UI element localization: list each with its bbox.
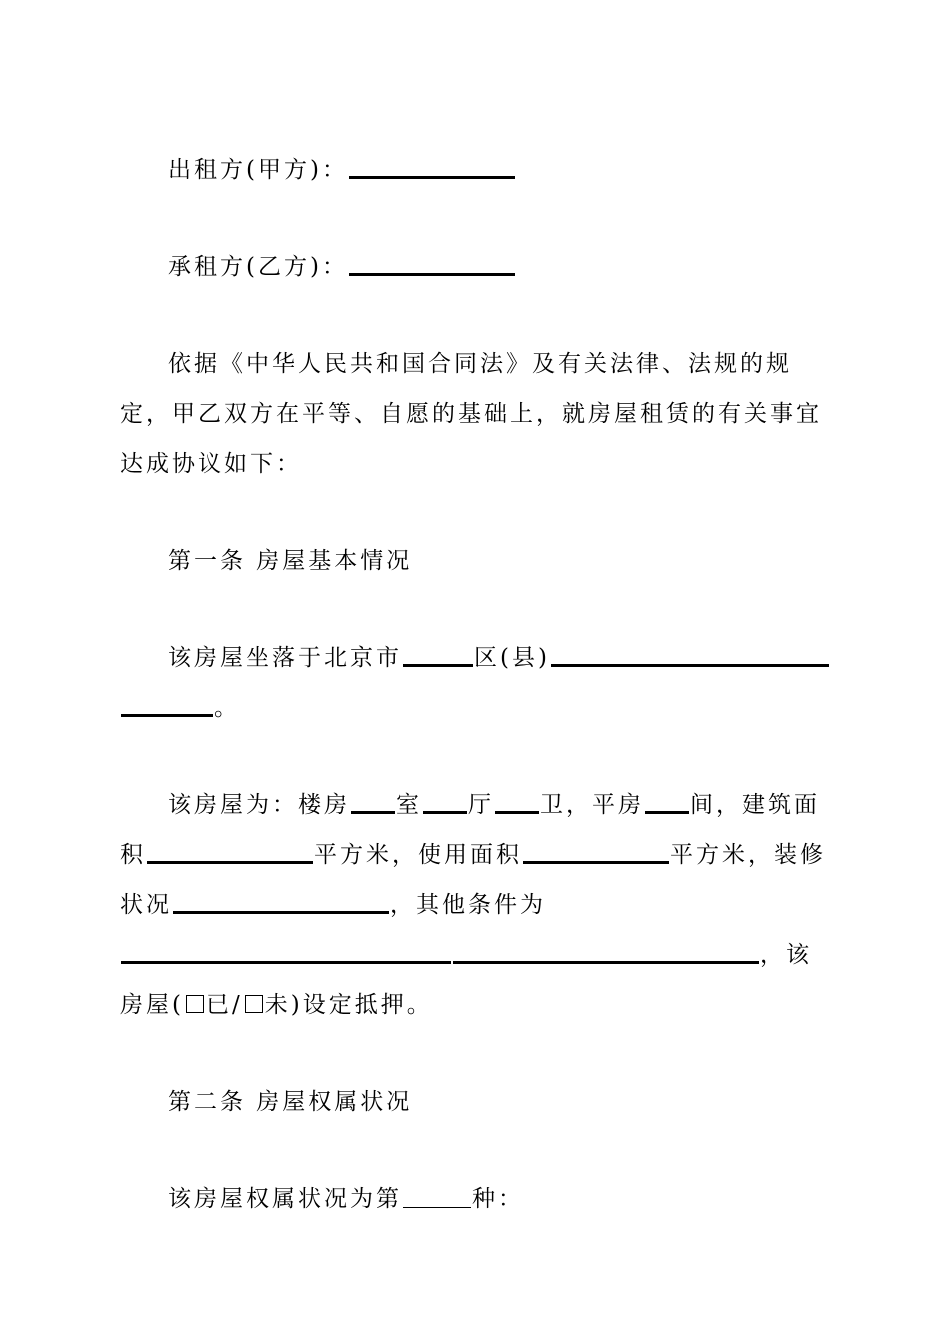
bungalow-rooms-blank xyxy=(645,791,689,814)
article1-heading: 第一条 房屋基本情况 xyxy=(168,548,413,574)
lessor-blank xyxy=(349,156,515,179)
article1-location xyxy=(120,633,830,733)
article2-status xyxy=(120,1174,830,1224)
location-text-3: 。 xyxy=(214,695,240,721)
baths-blank xyxy=(495,791,539,814)
district-blank xyxy=(403,644,473,667)
intro-paragraph: 依据《中华人民共和国合同法》及有关法律、法规的规定，甲乙双方在平等、自愿的基础上，就房屋租赁的有关事宜达成协议如下： xyxy=(120,351,822,477)
article2-heading: 第二条 房屋权属状况 xyxy=(168,1089,413,1115)
details-text-10: 已/ xyxy=(205,992,243,1018)
other-conditions-blank-1 xyxy=(121,941,451,964)
details-text-1: 该房屋为：楼房 xyxy=(168,792,350,818)
lessee-label: 承租方(乙方)： xyxy=(168,254,348,280)
details-text-11: 未)设定抵押。 xyxy=(264,992,433,1018)
checkbox-not-mortgaged xyxy=(245,995,263,1013)
address-blank-1 xyxy=(551,644,829,667)
halls-blank xyxy=(423,791,467,814)
lessee-blank xyxy=(349,253,515,276)
details-text-9: ，该房屋( xyxy=(120,942,812,1018)
location-text-1: 该房屋坐落于北京市 xyxy=(168,645,402,671)
details-text-4: 卫，平房 xyxy=(540,792,644,818)
details-text-8: ，其他条件为 xyxy=(390,892,546,918)
rooms-blank xyxy=(351,791,395,814)
status-type-blank xyxy=(403,1187,471,1208)
lessor-line xyxy=(120,145,830,195)
article1-details xyxy=(120,780,830,1030)
address-blank-2 xyxy=(121,694,213,717)
details-text-3: 厅 xyxy=(468,792,494,818)
details-text-6: 平方米，使用面积 xyxy=(314,842,522,868)
other-conditions-blank-2 xyxy=(453,941,759,964)
status-text-2: 种： xyxy=(472,1186,524,1212)
status-text-1: 该房屋权属状况为第 xyxy=(168,1186,402,1212)
decoration-blank xyxy=(173,891,389,914)
lessee-line xyxy=(120,242,830,292)
checkbox-mortgaged xyxy=(186,995,204,1013)
details-text-2: 室 xyxy=(396,792,422,818)
details-text-5: 间，建筑面积 xyxy=(120,792,820,868)
lessor-label: 出租方(甲方)： xyxy=(168,157,348,183)
usable-area-blank xyxy=(523,841,669,864)
location-text-2: 区(县) xyxy=(474,645,550,671)
building-area-blank xyxy=(147,841,313,864)
details-text-7: 平方米，装修状况 xyxy=(120,842,826,918)
